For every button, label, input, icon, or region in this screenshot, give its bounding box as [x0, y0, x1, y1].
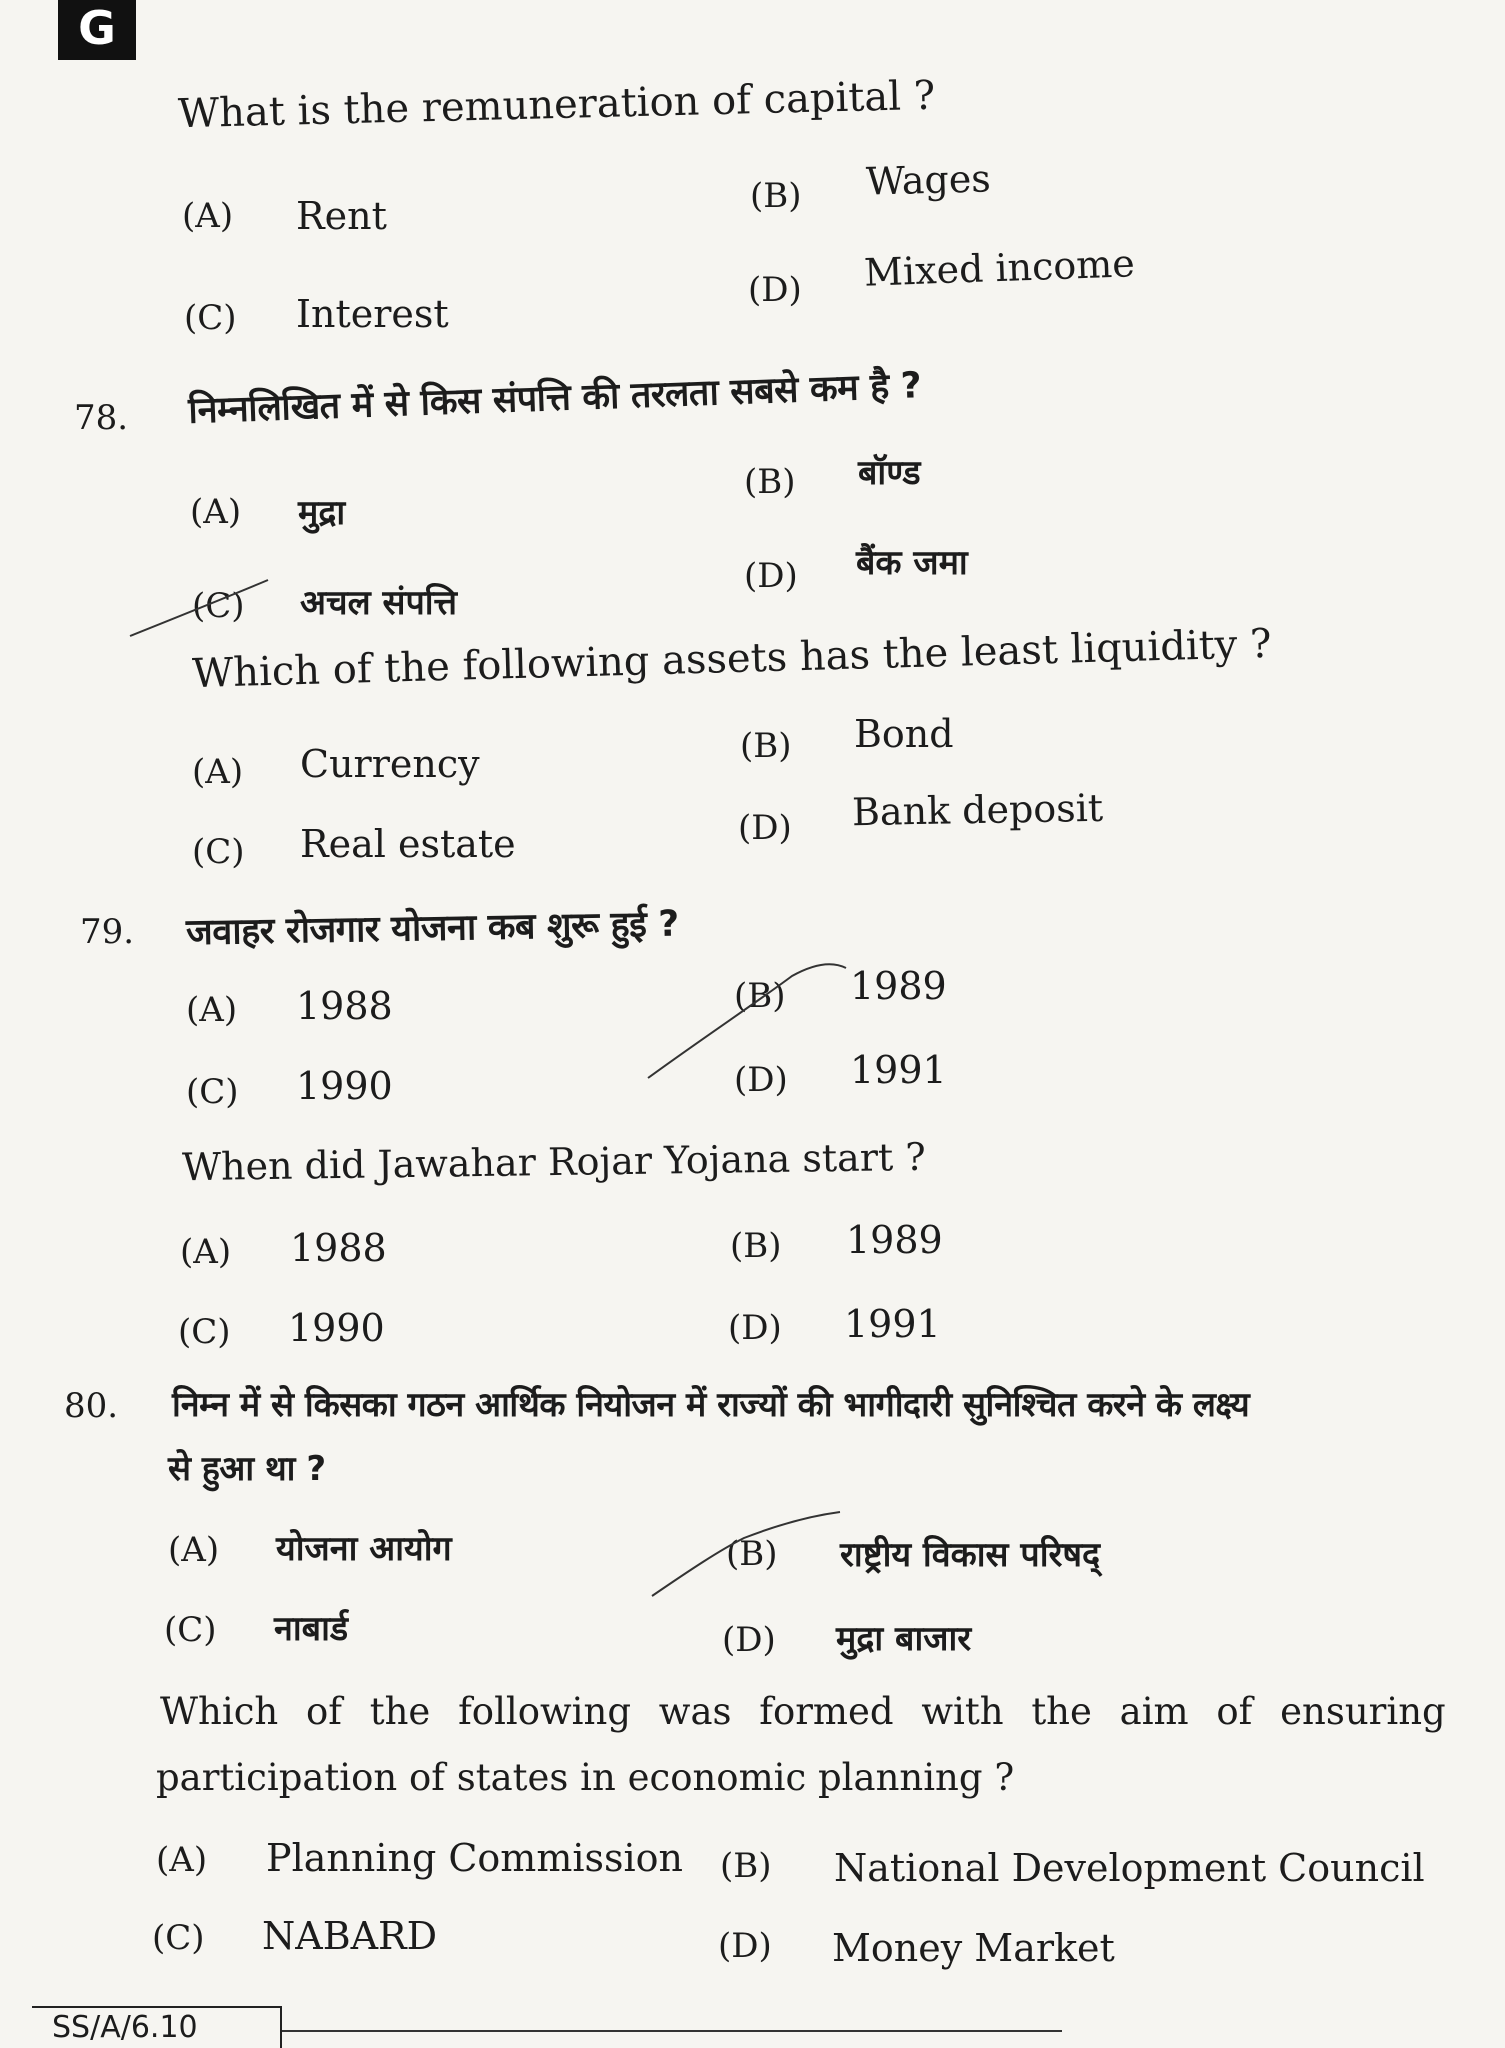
- q80-hi-option-b-text: राष्ट्रीय विकास परिषद्: [840, 1535, 1101, 1575]
- q79-hi-option-a-text: 1988: [296, 984, 393, 1028]
- q77-option-a-text: Rent: [296, 194, 387, 238]
- q78-option-d-text: Bank deposit: [851, 785, 1104, 835]
- q80-text-english-line2: participation of states in economic planning ?: [156, 1756, 1015, 1799]
- q80-option-d-text: Money Market: [832, 1926, 1115, 1970]
- q78-option-b-label: (B): [740, 726, 792, 766]
- q80-option-b-text: National Development Council: [834, 1846, 1425, 1890]
- q80-hi-option-a-label: (A): [168, 1530, 220, 1570]
- q77-option-c-label: (C): [184, 298, 237, 338]
- q79-text-hindi: जवाहर रोजगार योजना कब शुरू हुई ?: [185, 903, 680, 954]
- q78-option-b-text: Bond: [854, 712, 954, 756]
- q78-hi-option-c-label: (C): [192, 586, 245, 626]
- q78-hi-option-a-label: (A): [190, 492, 242, 532]
- q79-option-a-label: (A): [180, 1232, 232, 1272]
- q79-text-english: When did Jawahar Rojar Yojana start ?: [181, 1134, 926, 1190]
- q80-hi-option-d-text: मुद्रा बाजार: [836, 1619, 972, 1659]
- q79-option-d-text: 1991: [844, 1302, 941, 1346]
- q77-option-b-label: (B): [750, 176, 802, 216]
- q80-hi-option-c-label: (C): [164, 1610, 217, 1650]
- q79-hi-option-d-label: (D): [734, 1060, 788, 1100]
- footer-code: SS/A/6.10: [52, 2010, 198, 2045]
- q78-option-a-label: (A): [192, 752, 244, 792]
- q78-option-d-label: (D): [738, 808, 792, 848]
- q80-option-a-text: Planning Commission: [266, 1836, 684, 1880]
- q78-hi-option-a-text: मुद्रा: [298, 493, 346, 533]
- q80-number: 80.: [64, 1386, 119, 1426]
- q78-number: 78.: [74, 398, 129, 438]
- q80-text-hindi-line2: से हुआ था ?: [168, 1449, 326, 1489]
- q80-hi-option-d-label: (D): [722, 1620, 776, 1660]
- q78-hi-option-b-label: (B): [744, 462, 796, 502]
- q79-option-b-label: (B): [730, 1226, 782, 1266]
- q79-hi-option-d-text: 1991: [850, 1048, 947, 1092]
- q80-option-a-label: (A): [156, 1840, 208, 1880]
- q80-option-c-text: NABARD: [262, 1914, 438, 1958]
- q79-option-c-label: (C): [178, 1312, 231, 1352]
- pen-mark-q79: [648, 964, 846, 1078]
- q79-hi-option-b-text: 1989: [850, 964, 947, 1008]
- q79-option-c-text: 1990: [288, 1306, 385, 1350]
- q79-hi-option-b-label: (B): [734, 976, 786, 1016]
- booklet-series-badge: G: [58, 0, 136, 60]
- q77-text-english: What is the remuneration of capital ?: [177, 72, 936, 138]
- q79-number: 79.: [80, 912, 135, 952]
- q77-option-d-label: (D): [748, 270, 802, 310]
- q80-option-d-label: (D): [718, 1926, 772, 1966]
- q79-hi-option-c-text: 1990: [296, 1064, 393, 1108]
- q79-option-b-text: 1989: [846, 1218, 943, 1262]
- q80-text-english-line1: Which of the following was formed with the aim of ensuring: [160, 1690, 1446, 1733]
- q80-option-b-label: (B): [720, 1846, 772, 1886]
- q80-hi-option-b-label: (B): [726, 1534, 778, 1574]
- q80-hi-option-a-text: योजना आयोग: [276, 1529, 452, 1569]
- q78-hi-option-d-text: बैंक जमा: [856, 543, 968, 583]
- q77-option-b-text: Wages: [865, 156, 992, 204]
- q79-option-d-label: (D): [728, 1308, 782, 1348]
- q78-option-c-text: Real estate: [300, 822, 516, 866]
- q79-hi-option-c-label: (C): [186, 1072, 239, 1112]
- q78-option-a-text: Currency: [300, 742, 480, 786]
- q78-hi-option-c-text: अचल संपत्ति: [300, 583, 458, 623]
- footer-rule: [282, 2030, 1062, 2032]
- q78-option-c-label: (C): [192, 832, 245, 872]
- q79-hi-option-a-label: (A): [186, 990, 238, 1030]
- q79-option-a-text: 1988: [290, 1226, 387, 1270]
- q78-text-english: Which of the following assets has the least liquidity ?: [191, 620, 1273, 698]
- q80-hi-option-c-text: नाबार्ड: [274, 1609, 349, 1649]
- pen-mark-q80: [652, 1512, 840, 1596]
- pen-mark-q78: [130, 580, 268, 636]
- q78-hi-option-b-text: बॉण्ड: [858, 453, 921, 493]
- q78-hi-option-d-label: (D): [744, 556, 798, 596]
- q77-option-c-text: Interest: [296, 292, 449, 336]
- q78-text-hindi: निम्नलिखित में से किस संपत्ति की तरलता सबसे कम है ?: [187, 365, 922, 432]
- q80-option-c-label: (C): [152, 1918, 205, 1958]
- q77-option-d-text: Mixed income: [863, 241, 1136, 295]
- q77-option-a-label: (A): [182, 196, 234, 236]
- q80-text-hindi-line1: निम्न में से किसका गठन आर्थिक नियोजन में राज्यों की भागीदारी सुनिश्चित करने के लक्ष्य: [172, 1385, 1250, 1425]
